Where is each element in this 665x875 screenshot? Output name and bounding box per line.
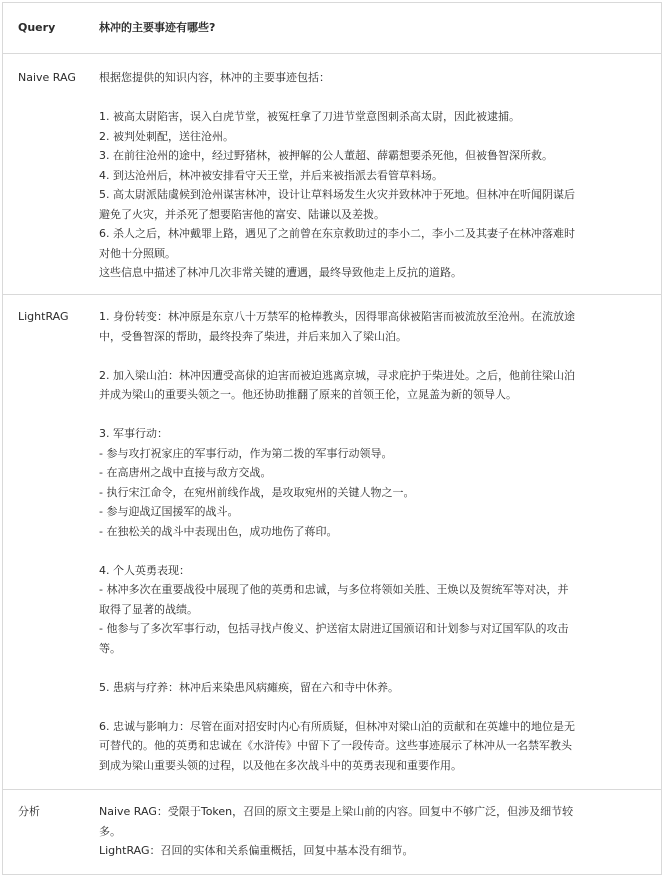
text-line: - 在高唐州之战中直接与敌方交战。: [99, 466, 272, 479]
analysis-label-cell: [3, 790, 99, 874]
text-line: 等。: [99, 641, 121, 655]
query-label: Query: [18, 21, 56, 34]
analysis-content: [99, 790, 661, 874]
lightrag-label-cell: [3, 295, 99, 789]
text-line: 4. 到达沧州后，林冲被安排看守天王堂，并后来被指派去看管草料场。: [99, 168, 443, 182]
text-line: - 参与攻打祝家庄的军事行动，作为第二拨的军事行动领导。: [99, 446, 393, 460]
text-line: 取得了显著的战绩。: [99, 602, 198, 616]
text-line: 6. 杀人之后，林冲戴罪上路，遇见了之前曾在东京救助过的李小二，李小二及其妻子在林冲落难时: [99, 227, 575, 240]
lightrag-label: LightRAG: [18, 310, 69, 323]
text-line: 3. 在前往沧州的途中，经过野猪林，被押解的公人董超、薛霸想要杀死他，但被鲁智深所救。: [99, 149, 553, 162]
text-line: 中，受鲁智深的帮助，最终投奔了柴进，并后来加入了梁山泊。: [99, 329, 407, 343]
blank-line: [99, 541, 647, 561]
blank-line: [99, 88, 647, 108]
naive-rag-row: [3, 53, 661, 294]
text-line: 5. 患病与疗养：林冲后来染患风病瘫痪，留在六和寺中休养。: [99, 680, 399, 694]
text-line: - 在独松关的战斗中表现出色，成功地伤了蒋印。: [99, 524, 338, 538]
comparison-table: [2, 2, 662, 875]
text-line: - 林冲多次在重要战役中展现了他的英勇和忠诚，与多位将领如关胜、王焕以及贺统军等对决，并: [99, 583, 569, 596]
lightrag-row: [3, 294, 661, 789]
text-line: 4. 个人英勇表现：: [99, 563, 190, 577]
text-line: - 参与迎战辽国援军的战斗。: [99, 505, 239, 518]
naive-rag-label: Naive RAG: [18, 71, 76, 84]
blank-line: [99, 405, 647, 425]
header-content-cell: [99, 3, 661, 53]
text-line: 多。: [99, 824, 121, 838]
blank-line: [99, 346, 647, 366]
text-line: 这些信息中描述了林冲几次非常关键的遭遇，最终导致他走上反抗的道路。: [99, 266, 462, 279]
text-line: 2. 加入梁山泊：林冲因遭受高俅的迫害而被迫逃离京城，寻求庇护于柴进处。之后，他前往梁山泊: [99, 368, 575, 382]
text-line: 根据您提供的知识内容，林冲的主要事迹包括：: [99, 71, 330, 84]
analysis-row: [3, 789, 661, 874]
header-row: [3, 3, 661, 53]
text-line: 对他十分照顾。: [99, 246, 176, 260]
analysis-label: 分析: [18, 805, 40, 818]
text-line: LightRAG：召回的实体和关系偏重概括，回复中基本没有细节。: [99, 844, 414, 857]
text-line: 6. 忠诚与影响力：尽管在面对招安时内心有所质疑，但林冲对梁山泊的贡献和在英雄中的地位是无: [99, 719, 575, 733]
text-line: Naive RAG：受限于Token，召回的原文主要是上梁山前的内容。回复中不够广泛，但涉及细节较: [99, 805, 574, 818]
query-text: 林冲的主要事迹有哪些?: [99, 21, 216, 34]
text-line: 并成为梁山的重要头领之一。他还协助推翻了原来的首领王伦，立晁盖为新的领导人。: [99, 388, 517, 401]
text-line: 可替代的。他的英勇和忠诚在《水浒传》中留下了一段传奇。这些事迹展示了林冲从一名禁军教头: [99, 739, 572, 752]
blank-line: [99, 658, 647, 678]
naive-rag-content: [99, 54, 661, 294]
text-line: - 他参与了多次军事行动，包括寻找卢俊义、护送宿太尉进辽国颁诏和计划参与对辽国军队的攻击: [99, 622, 569, 635]
naive-rag-label-cell: [3, 54, 99, 294]
blank-line: [99, 697, 647, 717]
text-line: 5. 高太尉派陆虞候到沧州谋害林冲，设计让草料场发生火灾并致林冲于死地。但林冲在听闻阴谋后: [99, 188, 575, 201]
text-line: 2. 被判处刺配，送往沧州。: [99, 129, 234, 143]
lightrag-content: [99, 295, 661, 789]
header-label-cell: [3, 3, 99, 53]
text-line: 3. 军事行动：: [99, 427, 168, 440]
text-line: 到成为梁山重要头领的过程，以及他在多次战斗中的英勇表现和重要作用。: [99, 758, 462, 772]
text-line: 1. 被高太尉陷害，误入白虎节堂，被冤枉拿了刀进节堂意图刺杀高太尉，因此被逮捕。: [99, 110, 520, 123]
text-line: - 执行宋江命令，在宛州前线作战，是攻取宛州的关键人物之一。: [99, 485, 415, 499]
text-line: 1. 身份转变：林冲原是东京八十万禁军的枪棒教头，因得罪高俅被陷害而被流放至沧州。在流放途: [99, 310, 575, 323]
text-line: 避免了火灾，并杀死了想要陷害他的富安、陆谦以及差拨。: [99, 207, 385, 221]
